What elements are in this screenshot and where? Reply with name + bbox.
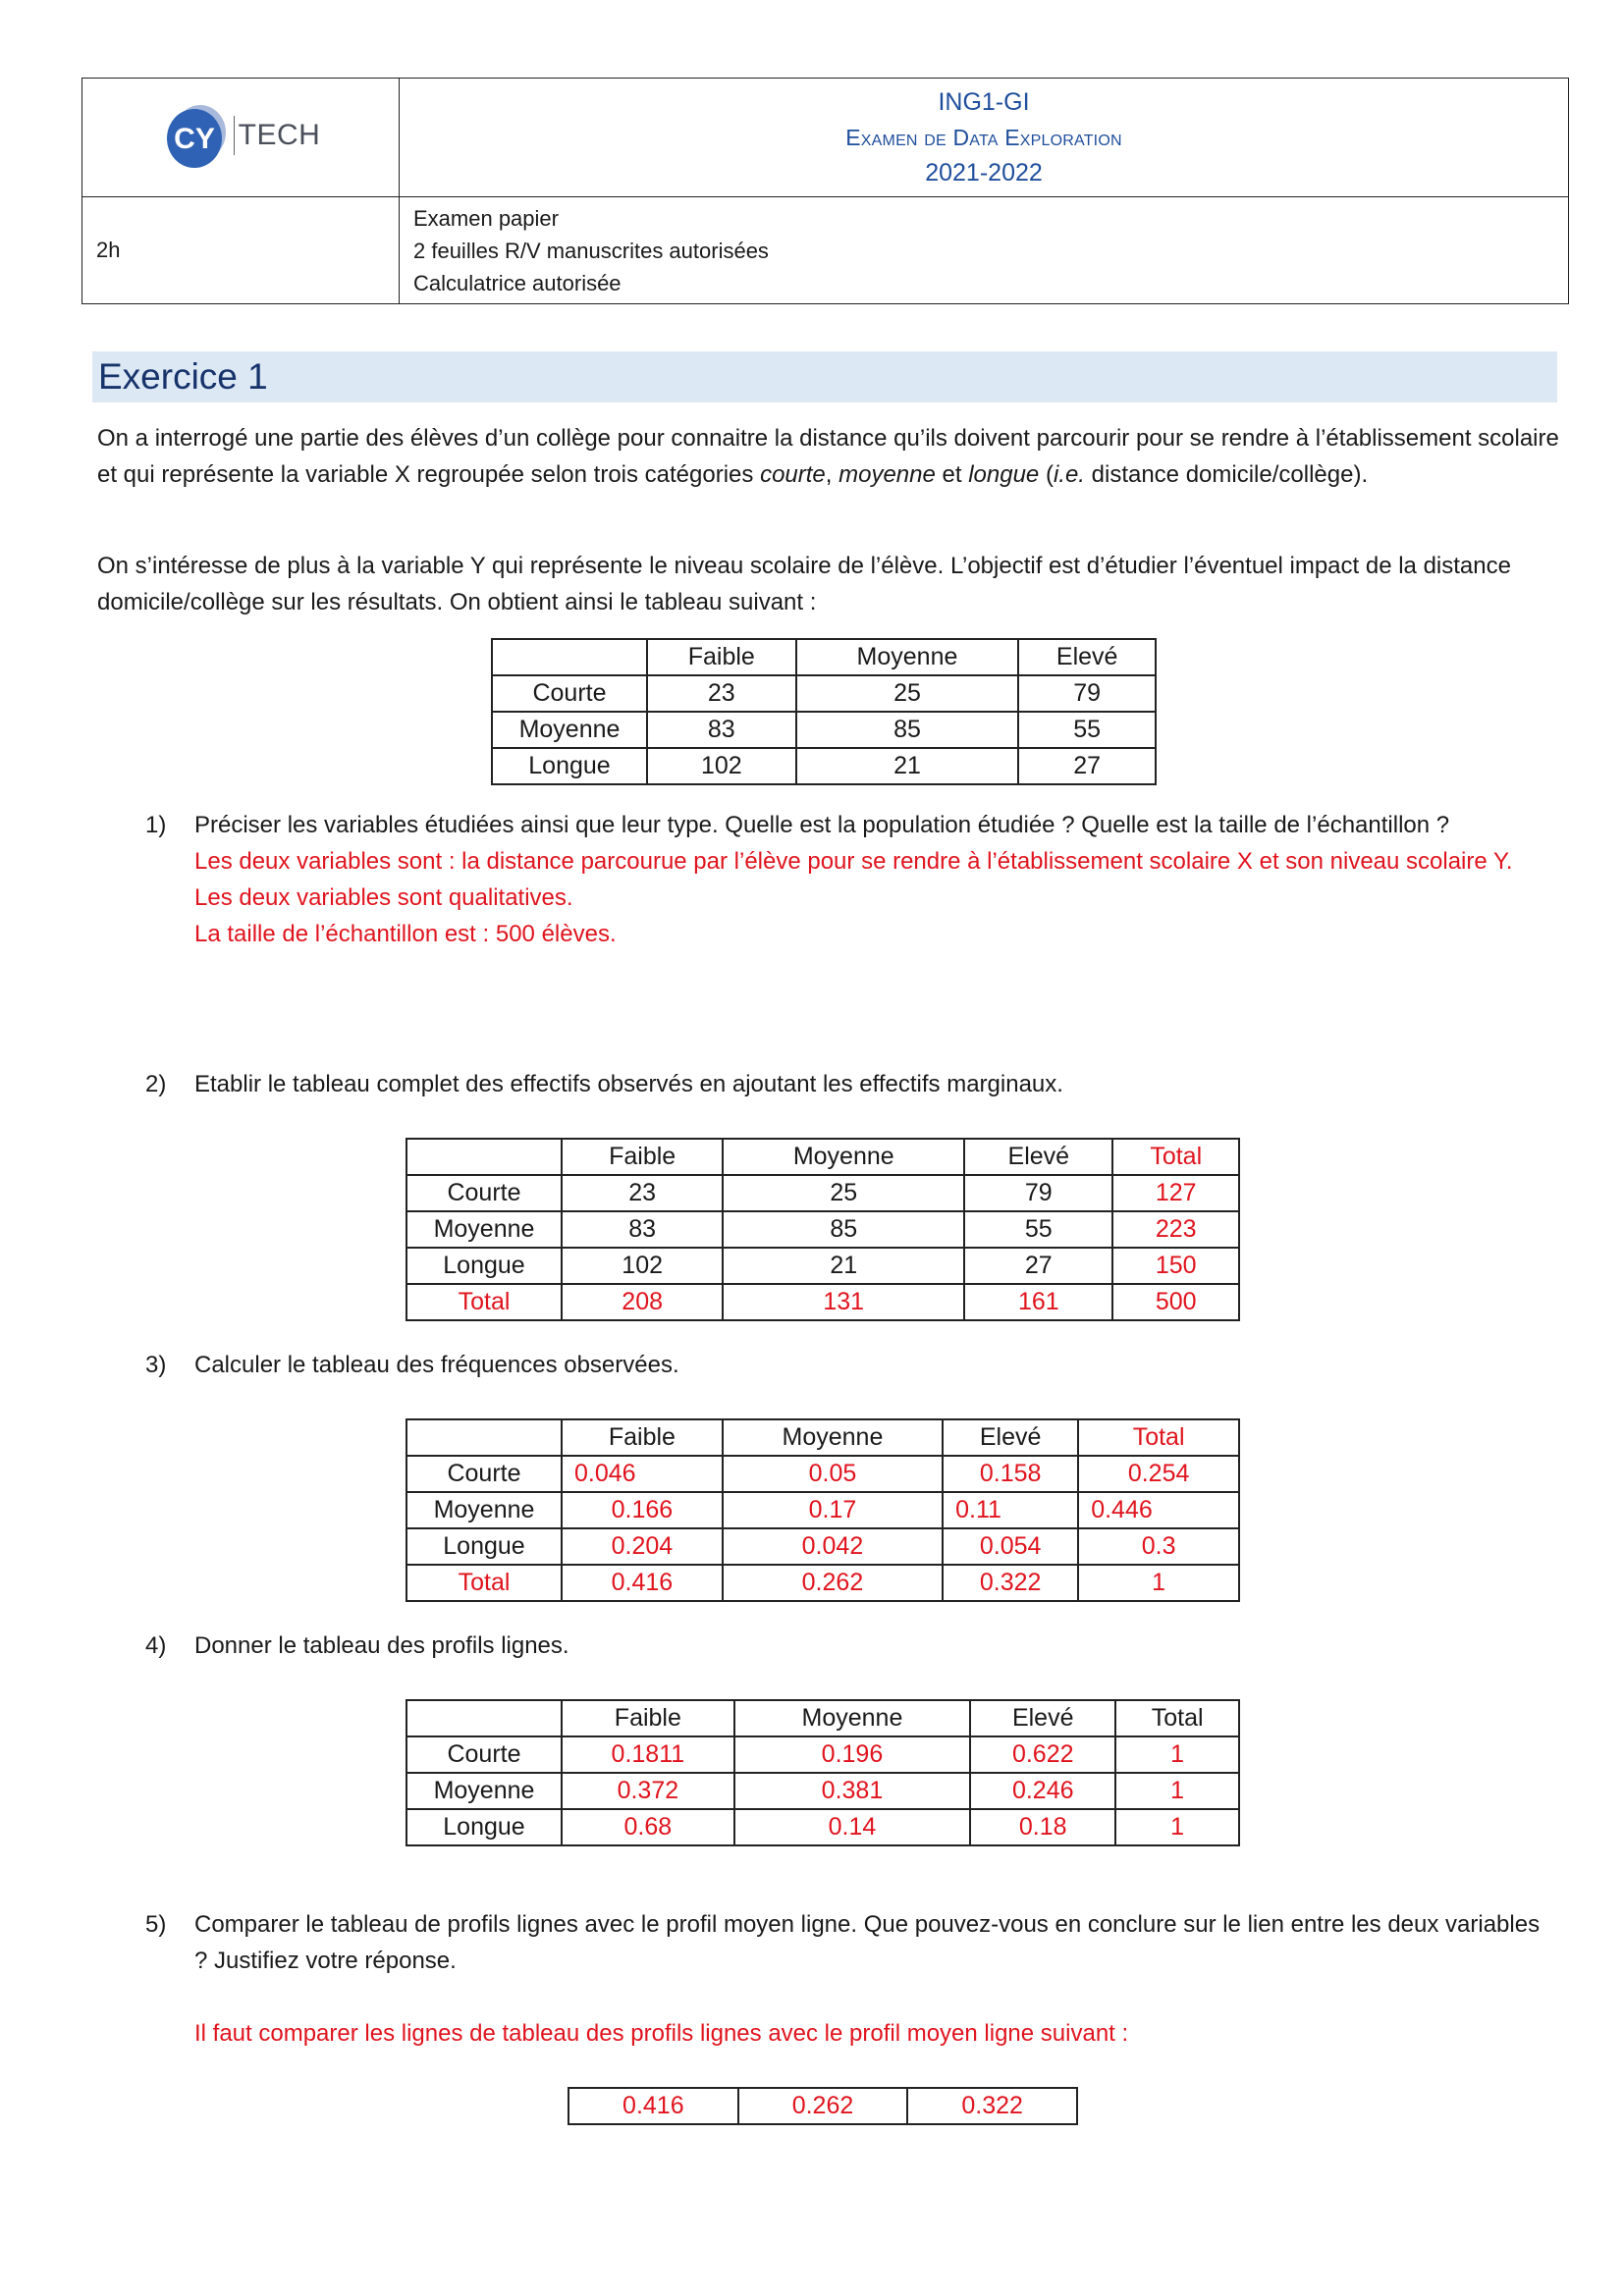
table-row — [406, 1456, 1239, 1492]
table-cell: Longue — [406, 1528, 562, 1565]
table-cell: Moyenne — [723, 1419, 943, 1456]
table-cell: 161 — [964, 1284, 1112, 1320]
table-row — [492, 748, 1156, 784]
table-cell: 0.17 — [723, 1492, 943, 1528]
table-cell: Courte — [492, 675, 647, 712]
table-cell: Total — [406, 1284, 562, 1320]
academic-year: 2021-2022 — [925, 159, 1043, 187]
table-cell: 0.446 — [1078, 1492, 1239, 1528]
table-cell: 102 — [562, 1248, 723, 1284]
table-cell: 0.254 — [1078, 1456, 1239, 1492]
table-cell: 0.246 — [970, 1773, 1115, 1809]
mean-row-profile-table — [568, 2087, 1078, 2125]
table-cell: Moyenne — [406, 1492, 562, 1528]
text-fragment — [194, 1906, 1559, 2052]
question-number: 5) — [145, 1911, 167, 1938]
answer-line: La taille de l’échantillon est : 500 élèves. — [194, 921, 617, 947]
table-header-row — [406, 1419, 1239, 1456]
table-cell: Faible — [562, 1700, 734, 1736]
title-cell — [400, 79, 1569, 197]
question-number: 3) — [145, 1352, 167, 1378]
program-label: ING1-GI — [938, 88, 1030, 116]
table-cell: 0.3 — [1078, 1528, 1239, 1565]
table-cell: 23 — [562, 1175, 723, 1211]
table-cell: Faible — [562, 1139, 723, 1175]
table-cell: Elevé — [1018, 639, 1156, 675]
table-cell: Moyenne — [406, 1211, 562, 1248]
table-row — [406, 1175, 1239, 1211]
table-cell: 55 — [1018, 712, 1156, 748]
table-cell: Courte — [406, 1456, 562, 1492]
text-fragment: On a interrogé une partie des élèves d’un collège pour connaitre la distance qu’ils doivent parcourir pour se rendre à l’établissement scolaire et qui représente la variable X regroupée selon trois catégories — [97, 425, 1559, 488]
duration: 2h — [82, 197, 400, 304]
table-cell: 0.046 — [562, 1456, 723, 1492]
question-number: 2) — [145, 1071, 167, 1097]
table-cell — [406, 1419, 562, 1456]
section-title: Exercice 1 — [98, 356, 268, 397]
table-cell: 1 — [1078, 1565, 1239, 1601]
table-row — [406, 1736, 1239, 1773]
table-cell: 0.322 — [907, 2088, 1077, 2124]
section-heading — [92, 351, 1557, 402]
table-cell: 0.204 — [562, 1528, 723, 1565]
question-number: 4) — [145, 1632, 167, 1659]
table-cell: Moyenne — [796, 639, 1019, 675]
frequency-table — [406, 1418, 1240, 1602]
table-cell: 0.042 — [723, 1528, 943, 1565]
table-row — [406, 1773, 1239, 1809]
table-cell: 55 — [964, 1211, 1112, 1248]
table-row — [492, 712, 1156, 748]
table-cell: 0.381 — [734, 1773, 971, 1809]
table-cell: Courte — [406, 1736, 562, 1773]
table-cell: Moyenne — [734, 1700, 971, 1736]
table-cell: Longue — [406, 1248, 562, 1284]
text-fragment: courte — [760, 461, 826, 488]
table-cell: 21 — [796, 748, 1019, 784]
rule-item: Calculatrice autorisée — [413, 270, 622, 295]
table-header-row — [406, 1139, 1239, 1175]
table-row — [406, 1248, 1239, 1284]
text-fragment: longue — [968, 461, 1040, 488]
answer-line: Les deux variables sont : la distance parcourue par l’élève pour se rendre à l’établissement scolaire X et son niveau scolaire Y. — [194, 848, 1513, 875]
table-row — [406, 1211, 1239, 1248]
table-cell: 23 — [647, 675, 796, 712]
table-cell: 0.14 — [734, 1809, 971, 1845]
table-cell: 0.158 — [943, 1456, 1078, 1492]
table-cell: 85 — [796, 712, 1019, 748]
table-cell: Courte — [406, 1175, 562, 1211]
table-row — [406, 1492, 1239, 1528]
exam-rules — [400, 197, 1569, 304]
table-cell: Moyenne — [492, 712, 647, 748]
table-cell: Total — [1078, 1419, 1239, 1456]
table-row — [406, 1528, 1239, 1565]
table-cell: 1 — [1115, 1736, 1239, 1773]
text-fragment: et — [935, 461, 969, 488]
table-cell: Total — [1112, 1139, 1239, 1175]
question-1 — [145, 807, 1559, 952]
table-cell: 83 — [562, 1211, 723, 1248]
table-cell: 102 — [647, 748, 796, 784]
logo-text: TECH — [234, 116, 321, 155]
row-profiles-table — [406, 1699, 1240, 1846]
counts-table — [491, 638, 1157, 785]
answer-line: Il faut comparer les lignes de tableau des profils lignes avec le profil moyen ligne suivant : — [194, 2020, 1129, 2047]
question-text: Etablir le tableau complet des effectifs observés en ajoutant les effectifs marginaux. — [194, 1071, 1063, 1097]
table-cell: 83 — [647, 712, 796, 748]
table-header-row — [492, 639, 1156, 675]
table-row — [406, 1565, 1239, 1601]
table-cell: 79 — [964, 1175, 1112, 1211]
question-3 — [145, 1347, 1559, 1383]
answer-line: Les deux variables sont qualitatives. — [194, 884, 573, 911]
question-number: 1) — [145, 812, 167, 838]
question-4 — [145, 1628, 1559, 1664]
table-cell: 500 — [1112, 1284, 1239, 1320]
question-text: Préciser les variables étudiées ainsi que leur type. Quelle est la population étudiée ? Quelle est la taille de l’échantillon ? — [194, 812, 1450, 838]
intro-paragraph-1 — [97, 420, 1560, 493]
text-fragment: distance domicile/collège). — [1084, 461, 1369, 488]
question-text: Donner le tableau des profils lignes. — [194, 1632, 569, 1659]
cy-logo-icon — [161, 101, 230, 170]
table-cell: Faible — [647, 639, 796, 675]
table-cell: 0.11 — [943, 1492, 1078, 1528]
table-cell: 131 — [723, 1284, 964, 1320]
question-2 — [145, 1066, 1559, 1102]
question-5 — [145, 1906, 1559, 2052]
table-cell: 127 — [1112, 1175, 1239, 1211]
table-cell: 25 — [723, 1175, 964, 1211]
table-cell: 0.622 — [970, 1736, 1115, 1773]
marginal-counts-table — [406, 1138, 1240, 1321]
table-cell: 150 — [1112, 1248, 1239, 1284]
question-text: Calculer le tableau des fréquences observées. — [194, 1352, 679, 1378]
table-cell: 223 — [1112, 1211, 1239, 1248]
table-cell: 0.416 — [562, 1565, 723, 1601]
table-cell: 27 — [964, 1248, 1112, 1284]
table-cell: Longue — [406, 1809, 562, 1845]
text-fragment: moyenne — [839, 461, 936, 488]
exam-title: Examen de Data Exploration — [845, 125, 1122, 150]
table-cell: 0.18 — [970, 1809, 1115, 1845]
table-cell: 1 — [1115, 1773, 1239, 1809]
text-fragment — [194, 807, 1559, 952]
table-cell — [492, 639, 647, 675]
table-cell: 0.68 — [562, 1809, 734, 1845]
table-cell: 1 — [1115, 1809, 1239, 1845]
text-fragment: i.e. — [1053, 461, 1085, 488]
table-cell: 79 — [1018, 675, 1156, 712]
table-cell: Faible — [562, 1419, 723, 1456]
table-row — [82, 197, 1569, 304]
intro-paragraph-2: On s’intéresse de plus à la variable Y qui représente le niveau scolaire de l’élève. L’objectif est d’étudier l’éventuel impact de la distance domicile/collège sur les résultats. On obtient ainsi le tableau suivant : — [97, 553, 1511, 615]
table-cell: 0.054 — [943, 1528, 1078, 1565]
table-cell: 0.262 — [723, 1565, 943, 1601]
rule-item: Examen papier — [413, 205, 559, 231]
table-cell: 0.1811 — [562, 1736, 734, 1773]
rule-item: 2 feuilles R/V manuscrites autorisées — [413, 238, 769, 263]
table-cell: 0.416 — [568, 2088, 738, 2124]
table-cell: Elevé — [964, 1139, 1112, 1175]
text-fragment: , — [825, 461, 839, 488]
cytech-logo — [161, 101, 321, 170]
table-cell — [406, 1700, 562, 1736]
table-cell: 0.262 — [738, 2088, 908, 2124]
table-cell: 0.322 — [943, 1565, 1078, 1601]
table-cell: 0.372 — [562, 1773, 734, 1809]
table-cell: Total — [1115, 1700, 1239, 1736]
table-cell: Elevé — [970, 1700, 1115, 1736]
table-row — [568, 2088, 1077, 2124]
table-row — [406, 1809, 1239, 1845]
table-cell: 0.196 — [734, 1736, 971, 1773]
question-text: Comparer le tableau de profils lignes avec le profil moyen ligne. Que pouvez-vous en conclure sur le lien entre les deux variables ? Justifiez votre réponse. — [194, 1911, 1541, 1974]
table-cell: Elevé — [943, 1419, 1078, 1456]
table-cell: 27 — [1018, 748, 1156, 784]
table-cell: Total — [406, 1565, 562, 1601]
table-cell: 21 — [723, 1248, 964, 1284]
table-cell: 208 — [562, 1284, 723, 1320]
logo-cell — [82, 79, 400, 197]
table-header-row — [406, 1700, 1239, 1736]
table-row — [406, 1284, 1239, 1320]
exam-header-table — [81, 78, 1569, 304]
table-cell: Moyenne — [723, 1139, 964, 1175]
table-cell: 85 — [723, 1211, 964, 1248]
text-fragment: ( — [1039, 461, 1054, 488]
table-cell — [406, 1139, 562, 1175]
svg-text:CY: CY — [173, 122, 215, 155]
table-cell: 0.166 — [562, 1492, 723, 1528]
table-cell: Longue — [492, 748, 647, 784]
table-row — [82, 79, 1569, 197]
table-cell: 25 — [796, 675, 1019, 712]
table-cell: 0.05 — [723, 1456, 943, 1492]
table-cell: Moyenne — [406, 1773, 562, 1809]
table-row — [492, 675, 1156, 712]
